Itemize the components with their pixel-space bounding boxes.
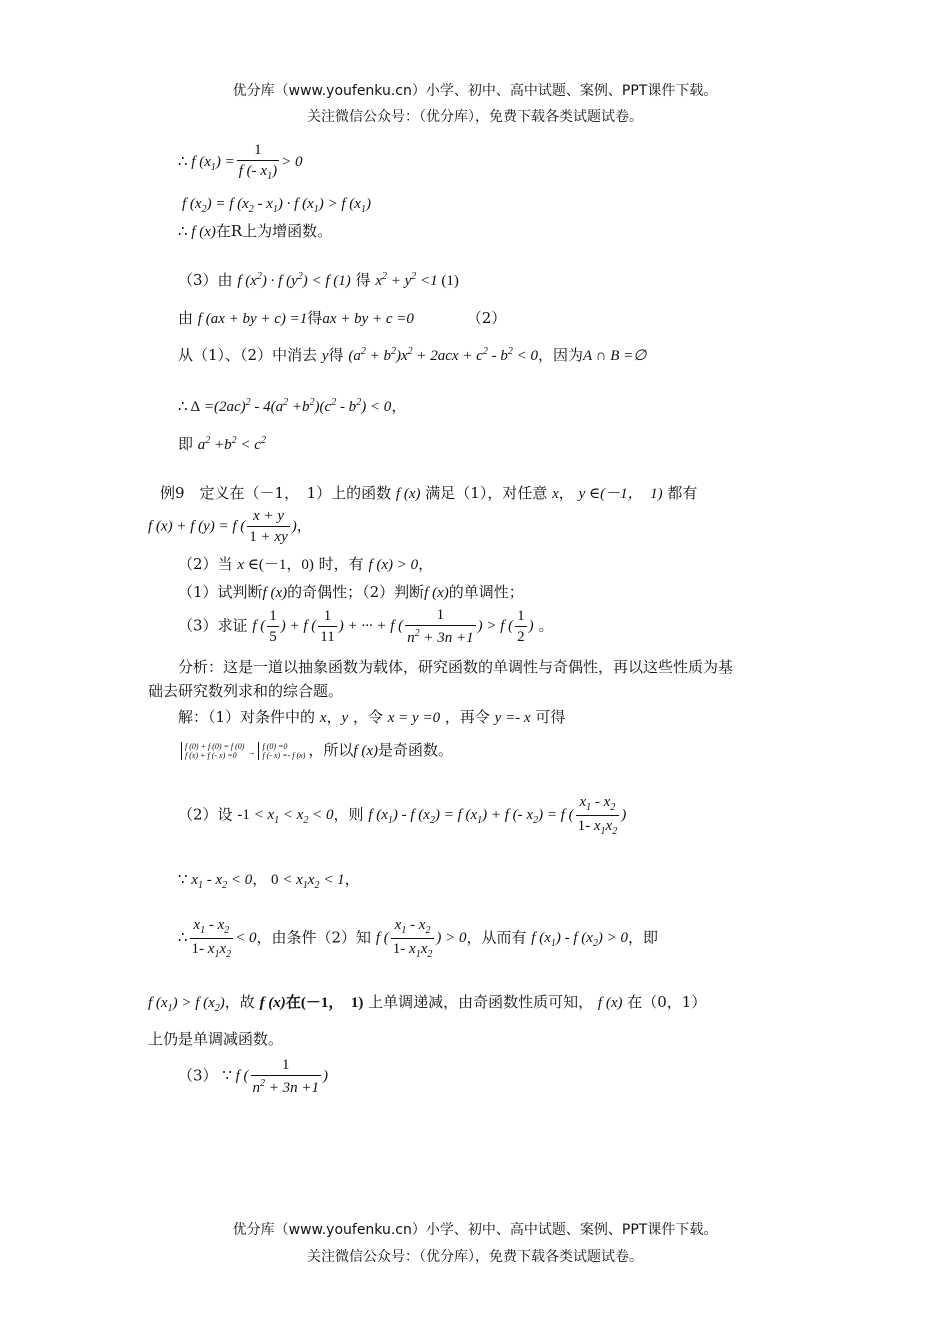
part2-setup: （2）设 $-1 < x_1 < x_2 < 0$，则 f $(x_1)$ - f $(x_2) = f$ $(x_1) + f$ (- $x_2) = f$ ( $\frac{x_1 - x_2}{1- x_1x_2}$ ) [178,794,627,837]
sign-line: ∵ $x_1 - x_2 < 0$， $0 < x_1x_2 < 1$， [178,870,360,891]
solution-line-1: 解：（1）对条件中的 x，y ，令 x = y =0 ，再令 y =- x 可得 [178,708,566,726]
footer-line-1: 优分库（www.youfenku.cn）小学、初中、高中试题、案例、PPT课件下载。 [232,1222,718,1238]
eliminate-line: 从（1）、（2）中消去 y得 $(a^2 + b^2)x^2 + 2acx + c^2 - b^2 < 0$，因为A ∩ B =∅ [178,346,647,364]
functional-equation: f (x) + f (y) = f ( $\frac{x + y}{1 + xy}$ )， [148,508,312,545]
formula-f-x2-greater: f $(x_2) = f$ $(x_2 - x_1) \cdot f$ $(x_1) > f$ $(x_1)$ [182,196,371,215]
discriminant-line: ∴ $\Delta =(2ac)^2 - 4(a^2 +b^2)(c^2 - b^2) < 0$， [178,397,407,415]
condition-2: （2）当 x ∈(－1，0) 时，有 f (x) > 0， [178,555,434,573]
header-line-1: 优分库（www.youfenku.cn）小学、初中、高中试题、案例、PPT课件下载。 [232,83,718,99]
analysis-line-1: 分析：这是一道以抽象函数为载体，研究函数的单调性与奇偶性，再以这些性质为基 [178,658,734,676]
example9-title: 例9 定义在（－1， 1）上的函数 f (x) 满足（1），对任意 x， y ∈(－1， 1) 都有 [160,484,698,502]
plane-line: 由 f (ax + by + c) =1得ax + by + c =0 （2） [178,309,507,327]
formula-increasing: ∴ f (x)在R上为增函数。 [178,222,333,240]
part3-line: （3）由 f $(x^2) \cdot f$ $(y^2) < f$ (1) 得 $x^2 + y^2 <1$ (1) [178,271,459,289]
part3-start: （3） ∵ f ( $\frac{1}{n^2 + 3n +1}$ ) [178,1057,329,1096]
odd-function-line: f (0) + f (0) = f (0) f (x) + f (- x) =0 →f (0) =0 f (- x) =- f (x) ，所以f (x)是奇函数。 [178,742,453,760]
decreasing-line-2: 上仍是单调减函数。 [148,1030,284,1048]
question-3: （3）求证 f ( $\frac{1}{5}$ ) + f ( $\frac{1}{11}$ ) + ··· + f ( $\frac{1}{n^2 + 3n +1}$ ) > f ( $\frac{1}{2}$ ) 。 [178,607,554,646]
analysis-line-2: 础去研究数列求和的综合题。 [148,682,344,700]
decreasing-conclusion-line: f $(x_1) > f$ $(x_2)$，故 f (x)在(－1， 1) 上单调递减，由奇函数性质可知， f (x) 在（0，1） [148,993,707,1014]
header-line-2: 关注微信公众号：（优分库），免费下载各类试题试卷。 [307,109,643,125]
conclusion-line: 即 $a^2 +b^2 < c^2$ [178,435,266,453]
footer-line-2: 关注微信公众号：（优分库），免费下载各类试题试卷。 [307,1249,643,1265]
question-1-2: （1）试判断f (x)的奇偶性；（2）判断f (x)的单调性； [178,583,524,601]
formula-f-x1-positive: ∴ f $(x_1)$ = $\frac{1}{f (- x_1)}$ > 0 [178,142,303,182]
decreasing-proof-line: ∴ $\frac{x_1 - x_2}{1- x_1x_2}$ < 0，由条件（2）知 f ( $\frac{x_1 - x_2}{1- x_1x_2}$ ) > 0，从而有 f $(x_1)$ - f $(x_2) > 0$，即 [178,917,659,960]
